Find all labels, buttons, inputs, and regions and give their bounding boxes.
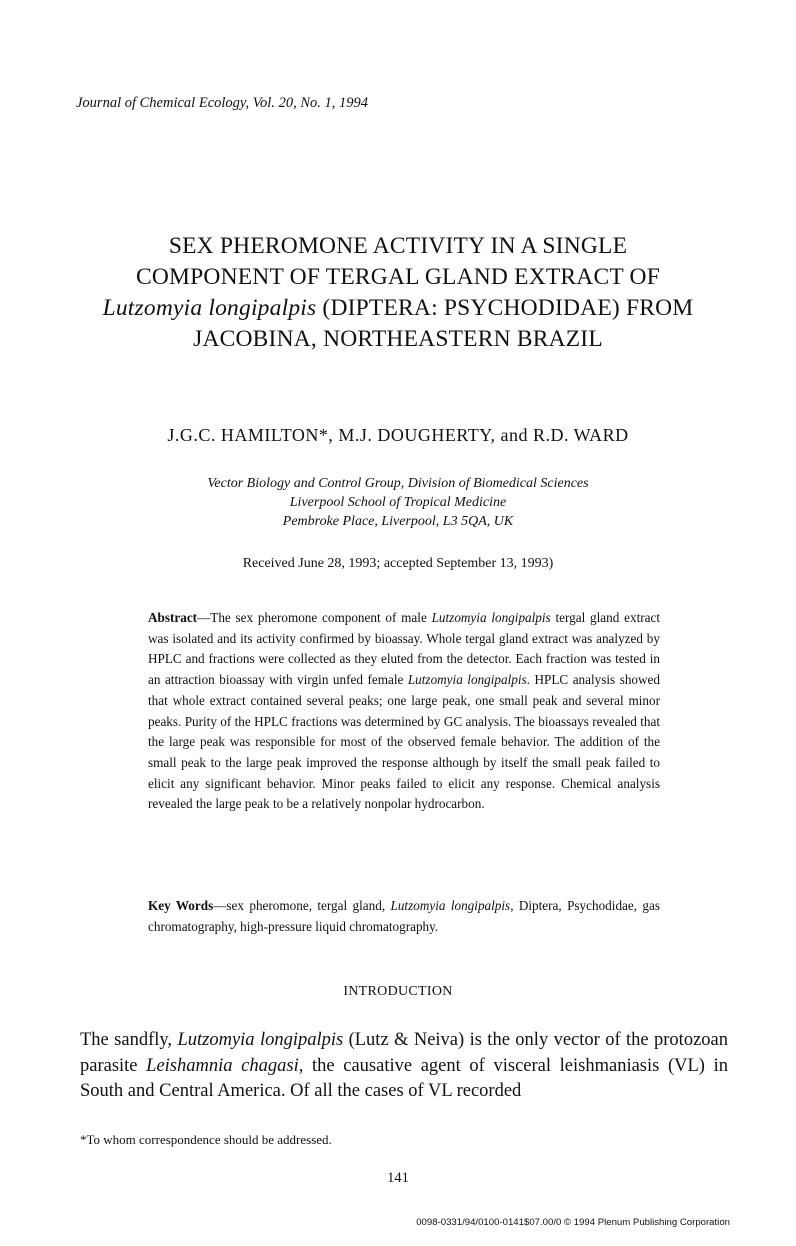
key-words-text-2: , Diptera, Psychodidae, gas chromatography, high-pressure liquid chromatography.: [148, 898, 660, 934]
abstract-dash: —: [197, 610, 211, 625]
intro-species: Lutzomyia longipalpis: [177, 1030, 344, 1050]
affiliation: [160, 474, 636, 531]
paper-title: [60, 231, 736, 355]
affiliation-line-3: Pembroke Place, Liverpool, L3 5QA, UK: [282, 514, 514, 529]
key-words-text-1: —sex pheromone, tergal gland,: [213, 898, 391, 913]
received-dates: Received June 28, 1993; accepted September 13, 1993): [242, 556, 554, 571]
abstract-label: Abstract: [148, 610, 198, 625]
abstract-text-1: The sex pheromone component of male: [210, 610, 432, 625]
footnote: *To whom correspondence should be addressed.: [80, 1132, 332, 1147]
abstract-text-3: . HPLC analysis showed that whole extract contained several peaks; one large peak, one small peak and several minor peaks. Purity of the HPLC fractions was determined by GC analysis. The bioassays revealed that the large peak was responsible for most of the observed female behavior. The addition of the small peak to the large peak improved the response although by itself the small peak failed to elicit any significant behavior. Minor peaks failed to elicit any response. Chemical analysis revealed the large peak to be a relatively nonpolar hydrocarbon.: [148, 672, 660, 812]
page-number: 141: [387, 1170, 409, 1186]
journal-citation: Journal of Chemical Ecology, Vol. 20, No. 1, 1994: [76, 95, 368, 111]
intro-text-2: (Lutz & Neiva) is the only vector of the protozoan parasite: [80, 1030, 728, 1076]
section-heading: INTRODUCTION: [343, 984, 453, 999]
author-list: J.G.C. HAMILTON*, M.J. DOUGHERTY, and R.D. WARD: [167, 425, 629, 445]
intro-text-3: , the causative agent of visceral leishmaniasis (VL) in South and Central America. Of all the cases of VL recorded: [80, 1055, 728, 1102]
abstract-species-2: Lutzomyia longipalpis: [407, 672, 527, 688]
intro-text-1: The sandfly,: [80, 1030, 178, 1050]
title-line-2: COMPONENT OF TERGAL GLAND EXTRACT OF: [135, 264, 661, 290]
title-line-4: JACOBINA, NORTHEASTERN BRAZIL: [193, 326, 603, 352]
abstract: [148, 608, 660, 815]
title-line-3: [60, 293, 736, 324]
abstract-text-2: tergal gland extract was isolated and its activity confirmed by bioassay. Whole tergal gland extract was analyzed by HPLC and fractions were collected as they eluted from the detector. Each fraction was tested in an attraction bioassay with virgin unfed female: [148, 610, 660, 688]
title-line-1: SEX PHEROMONE ACTIVITY IN A SINGLE: [168, 233, 628, 259]
copyright-line: 0098-0331/94/0100-0141$07.00/0 © 1994 Plenum Publishing Corporation: [416, 1217, 730, 1228]
intro-parasite: Leishamnia chagasi: [146, 1055, 299, 1076]
affiliation-line-2: Liverpool School of Tropical Medicine: [289, 495, 507, 510]
key-words: [148, 896, 660, 937]
introduction-paragraph: [80, 1028, 728, 1105]
title-species: Lutzomyia longipalpis: [102, 295, 317, 321]
affiliation-line-1: Vector Biology and Control Group, Division of Biomedical Sciences: [207, 476, 589, 491]
title-line-3-rest: (DIPTERA: PSYCHODIDAE) FROM: [316, 295, 694, 321]
abstract-species-1: Lutzomyia longipalpis: [431, 610, 551, 625]
key-words-label: Key Words: [148, 898, 214, 913]
key-words-species: Lutzomyia longipalpis: [390, 898, 511, 913]
